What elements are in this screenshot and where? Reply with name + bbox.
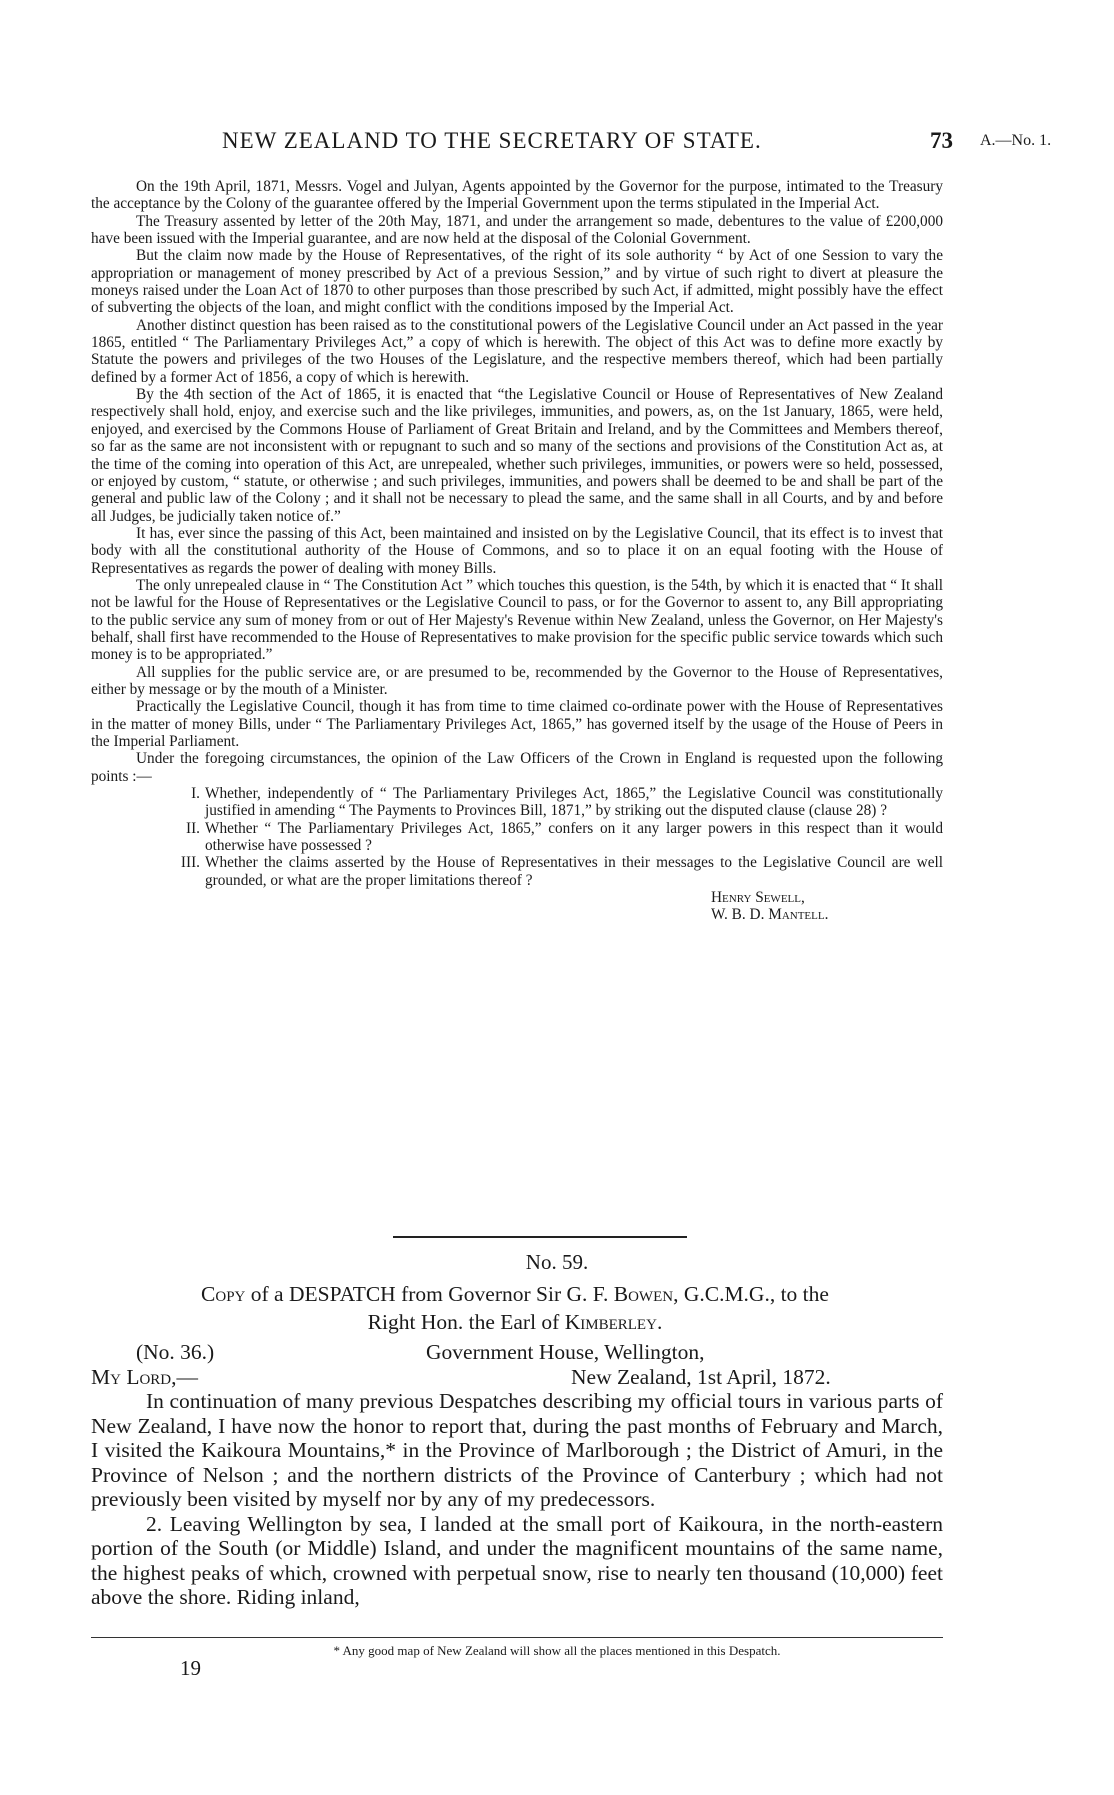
letter-place: Government House, Wellington, [426, 1340, 705, 1364]
point-number: II. [185, 819, 200, 837]
governor-name: Bowen [613, 1282, 674, 1306]
memo-paragraph: But the claim now made by the House of Representatives, of the right of its sole authority “ by Act of one Session to vary the appropriation or management of money prescribed by Act of a previous Session,” and by virtue of such right to divert at pleasure the moneys raised under the Loan Act of 1870 to other purposes than those prescribed by such Act, if admitted, might possibly have the effect of subverting the objects of the loan, and might conflict with the conditions imposed by the Imperial Act. [91, 247, 943, 317]
page-number: 73 [930, 128, 953, 153]
running-title: NEW ZEALAND TO THE SECRETARY OF STATE. [222, 128, 762, 153]
letter-salutation-row [91, 1365, 943, 1390]
memo-paragraph: By the 4th section of the Act of 1865, it is enacted that “the Legislative Council or House of Representatives of New Zealand respectively shall hold, enjoy, and exercise such and the like privileges, immunities, and powers, as, on the 1st January, 1865, were held, enjoyed, and exercised by the Commons House of Parliament of Great Britain and Ireland, and by the Committees and Members thereof, so far as the same are not inconsistent with or repugnant to such and so many of the sections and provisions of the Constitution Act as, at the time of the coming into operation of this Act, are unrepealed, whether such privileges, immunities, or powers were so held, possessed, or enjoyed by custom, “ statute, or otherwise ; and such privileges, immunities, and powers shall be deemed to be and shall be part of the general and public law of the Colony ; and it shall not be necessary to plead the same, and the same shall in all Courts, and by and before all Judges, be judicially taken notice of.” [91, 386, 943, 525]
title-line2-suffix: . [656, 1310, 663, 1334]
title-mid: of a DESPATCH from Governor Sir G. F. [250, 1282, 609, 1306]
memo-paragraph: Under the foregoing circumstances, the opinion of the Law Officers of the Crown in England is requested upon the following points :— [91, 750, 943, 785]
memorandum-body [91, 178, 943, 924]
point-text: Whether the claims asserted by the House of Representatives in their messages to the Legislative Council are well grounded, or what are the proper limitations thereof ? [205, 854, 943, 889]
despatch-title [80, 1280, 950, 1336]
despatch-number: No. 59. [525, 1250, 589, 1274]
point-number: III. [180, 854, 200, 872]
letter-paragraph: 2. Leaving Wellington by sea, I landed at the small port of Kaikoura, in the north-eastern portion of the South (or Middle) Island, and under the magnificent mountains of the same name, the highest peaks of which, crowned with perpetual snow, rise to nearly ten thousand (10,000) feet above the shore. Riding inland, [91, 1511, 943, 1609]
title-after-name: , G.C.M.G., to the [673, 1282, 829, 1306]
point-text: Whether “ The Parliamentary Privileges Act, 1865,” confers on it any larger powers in this respect than it would otherwise have possessed ? [205, 819, 943, 855]
memo-paragraph: It has, ever since the passing of this Act, been maintained and insisted on by the Legislative Council, that its effect is to invest that body with all the constitutional authority of the House of Commons, and so to place it on an equal footing with the House of Representatives as regards the power of dealing with money Bills. [91, 524, 943, 577]
paper-reference: A.—No. 1. [980, 132, 1052, 149]
letter-place-date: New Zealand, 1st April, 1872. [571, 1364, 831, 1389]
point-item [91, 820, 943, 855]
footnote: * Any good map of New Zealand will show all the places mentioned in this Despatch. [333, 1643, 781, 1658]
memo-paragraph: The Treasury assented by letter of the 20th May, 1871, and under the arrangement so made, debentures to the value of £200,000 have been issued with the Imperial guarantee, and are now held at the disposal of the Colonial Government. [91, 212, 943, 248]
title-prefix: Copy [201, 1282, 246, 1306]
salutation: My Lord,— [91, 1364, 199, 1389]
page-header [0, 128, 1114, 158]
signatory-name: Henry Sewell, [711, 889, 805, 907]
signature-block [711, 889, 943, 924]
memo-paragraph: Another distinct question has been raised as to the constitutional powers of the Legislative Council under an Act passed in the year 1865, entitled “ The Parliamentary Privileges Act,” a copy of which is herewith. The object of this Act was to define more exactly by Statute the powers and privileges of the two Houses of the Legislature, and the respective members thereof, which had been partially defined by a former Act of 1856, a copy of which is herewith. [91, 316, 943, 386]
memo-paragraph: The only unrepealed clause in “ The Constitution Act ” which touches this question, is the 54th, by which it is enacted that “ It shall not be lawful for the House of Representatives or the Legislative Council to pass, or for the Governor to assent to, any Bill appropriating to the public service any sum of money from or out of Her Majesty's Revenue within New Zealand, unless the Governor, on Her Majesty's behalf, shall first have recommended to the House of Representatives to make provision for the specific public service towards which such money is to be appropriated.” [91, 576, 943, 664]
letter-heading-row [91, 1340, 943, 1365]
signatory-name: W. B. D. Mantell. [711, 906, 829, 924]
point-text: Whether, independently of “ The Parliamentary Privileges Act, 1865,” the Legislative Council was constitutionally justified in amending “ The Payments to Provinces Bill, 1871,” by striking out the disputed clause (clause 28) ? [205, 785, 943, 820]
title-line2-prefix: Right Hon. the Earl of [367, 1310, 560, 1334]
memo-paragraph: On the 19th April, 1871, Messrs. Vogel and Julyan, Agents appointed by the Governor for the purpose, intimated to the Treasury the acceptance by the Colony of the guarantee offered by the Imperial Government upon the terms stipulated in the Imperial Act. [91, 178, 943, 213]
memo-paragraph: Practically the Legislative Council, though it has from time to time claimed co-ordinate power with the House of Representatives in the matter of money Bills, under “ The Parliamentary Privileges Act, 1865,” has governed itself by the usage of the House of Peers in the Imperial Parliament. [91, 698, 943, 750]
point-item [91, 854, 943, 889]
point-number: I. [191, 785, 200, 803]
section-divider [393, 1236, 687, 1238]
despatch-ref-number: (No. 36.) [136, 1340, 215, 1364]
earl-name: Kimberley [564, 1310, 657, 1334]
printer-signature-mark: 19 [180, 1656, 201, 1680]
memo-paragraph: All supplies for the public service are, or are presumed to be, recommended by the Governor to the House of Representatives, either by message or by the mouth of a Minister. [91, 663, 943, 698]
points-list [91, 785, 943, 889]
footnote-rule [91, 1637, 943, 1638]
point-item [91, 785, 943, 820]
letter-paragraph: In continuation of many previous Despatches describing my official tours in various parts of New Zealand, I have now the honor to report that, during the past months of February and March, I visited the Kaikoura Mountains,* in the Province of Marlborough ; the District of Amuri, in the Province of Nelson ; and the northern districts of the Province of Canterbury ; which had not previously been visited by myself nor by any of my predecessors. [91, 1389, 943, 1511]
despatch-letter [91, 1340, 943, 1610]
